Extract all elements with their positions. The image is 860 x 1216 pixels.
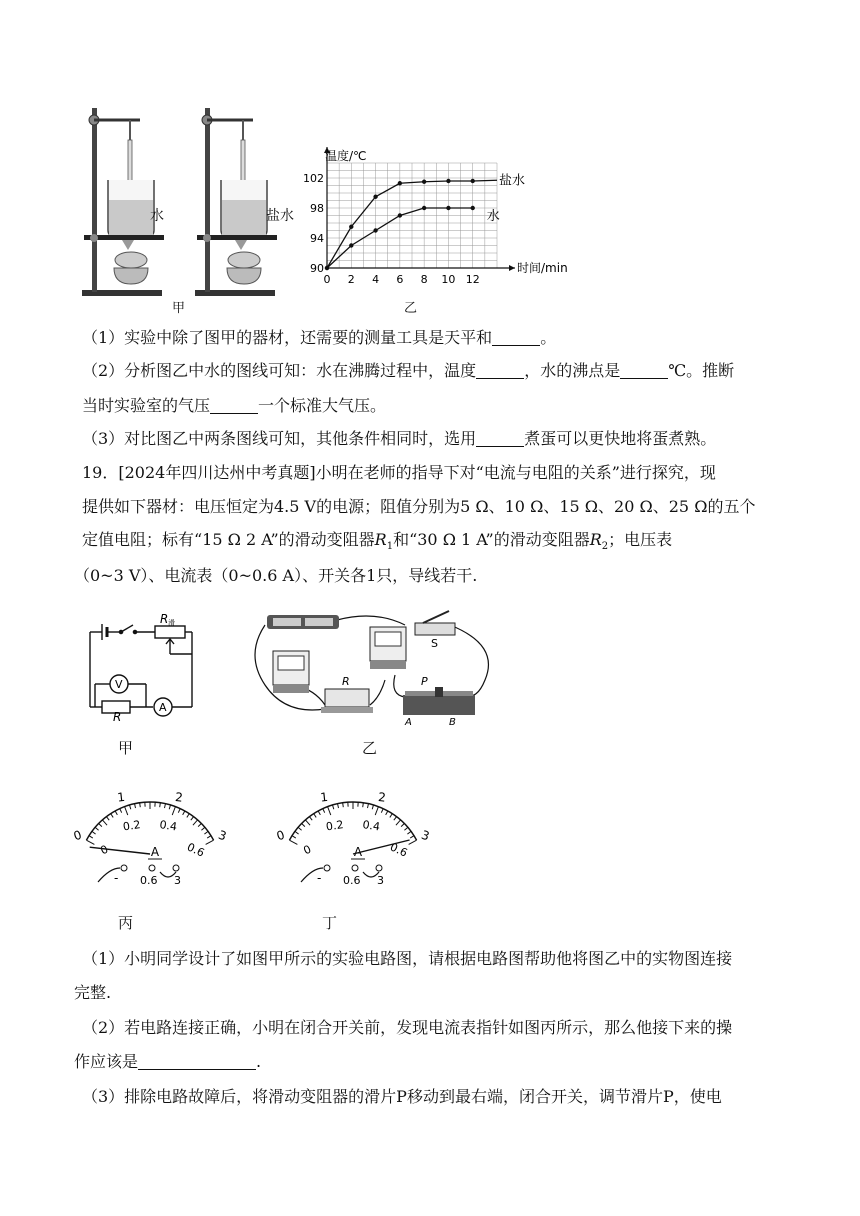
scale-tick <box>193 820 198 825</box>
data-point <box>446 206 450 210</box>
fixed-resistor-label: R <box>342 675 350 688</box>
bottom-scale-label: 0.2 <box>325 818 345 834</box>
caption-jia-1: 甲 <box>172 301 186 316</box>
stand-water <box>82 108 164 296</box>
ammeter-dial-ding <box>274 762 433 892</box>
data-point <box>398 181 402 185</box>
rheostat-p-label: P <box>421 675 428 688</box>
y-tick-label: 98 <box>310 202 324 215</box>
bottom-scale-label: 0.4 <box>361 818 381 834</box>
y-tick-label: 90 <box>310 262 324 275</box>
apparatus-figure <box>70 100 300 315</box>
label-saltwater: 盐水 <box>266 208 294 224</box>
scale-tick <box>115 811 117 815</box>
scale-tick <box>95 827 98 830</box>
series-label: 水 <box>486 209 500 224</box>
caption-bing: 丙 <box>118 914 134 932</box>
scale-tick <box>396 820 401 825</box>
x-axis-arrow <box>509 265 515 271</box>
scale-tick <box>201 827 204 830</box>
top-scale-label: 0 <box>274 827 287 844</box>
scale-tick <box>102 820 107 825</box>
battery <box>267 615 339 629</box>
terminal-3 <box>173 865 179 871</box>
bottom-scale-label: 0 <box>301 842 314 858</box>
top-scale-label: 2 <box>377 789 387 805</box>
y-tick-label: 102 <box>303 172 324 185</box>
scale-tick <box>164 804 165 808</box>
answer-blank[interactable] <box>620 362 668 379</box>
terminal-minus <box>121 865 127 871</box>
data-point <box>373 195 377 199</box>
q19-line1: 19．[2024年四川达州中考真题]小明在老师的指导下对“电流与电阻的关系”进行探究，现 <box>82 463 716 482</box>
q18-part1: （1）实验中除了图甲的器材，还需要的测量工具是天平和 。 <box>82 328 557 347</box>
bottom-scale-label: 0.6 <box>185 840 207 860</box>
unit-label: A <box>353 845 363 859</box>
top-scale-label: 1 <box>319 789 329 805</box>
bottom-scale-label: 0.4 <box>158 818 178 834</box>
top-scale-label: 2 <box>174 789 184 805</box>
data-point <box>446 179 450 183</box>
unit-label: A <box>150 845 160 859</box>
terminal-minus-label: - <box>317 871 322 885</box>
needle <box>90 847 150 854</box>
q19-line2: 提供如下器材：电压恒定为4.5 V的电源；阻值分别为5 Ω、10 Ω、15 Ω、20 Ω、25 Ω的五个 <box>82 497 756 516</box>
x-tick-label: 2 <box>347 273 355 286</box>
switch <box>415 611 455 635</box>
terminal-minus-label: - <box>114 871 119 885</box>
ammeter-symbol: A <box>159 701 167 714</box>
q19-part1: （1）小明同学设计了如图甲所示的实验电路图，请根据电路图帮助他将图乙中的实物图连接 <box>82 949 733 968</box>
scale-tick <box>178 809 180 813</box>
caption-jia-2: 甲 <box>118 739 134 757</box>
data-point <box>471 179 475 183</box>
physical-circuit <box>245 605 500 730</box>
scale-tick <box>106 817 109 821</box>
scale-tick <box>323 809 325 813</box>
scale-tick <box>343 803 344 807</box>
terminal-3-label: 3 <box>377 874 384 887</box>
scale-tick <box>375 807 378 815</box>
scale-tick <box>394 817 397 821</box>
answer-blank[interactable] <box>210 397 258 414</box>
q19-part3: （3）排除电路故障后，将滑动变阻器的滑片P移动到最右端，闭合开关，调节滑片P，使电 <box>82 1087 722 1106</box>
data-point <box>398 213 402 217</box>
scale-tick <box>401 824 404 827</box>
q19-line4: （0~3 V）、电流表（0~0.6 A）、开关各1只，导线若干. <box>74 566 478 585</box>
rheostat-b-label: B <box>449 717 456 728</box>
scale-tick <box>86 840 94 844</box>
x-tick-label: 12 <box>465 273 480 286</box>
bottom-scale-label: 0.2 <box>122 818 142 834</box>
scale-tick <box>372 805 373 809</box>
answer-blank[interactable] <box>476 362 524 379</box>
terminal-3-label: 3 <box>174 874 181 887</box>
scale-tick <box>410 836 414 838</box>
scale-tick <box>92 831 96 834</box>
terminal-06 <box>352 865 358 871</box>
scale-tick <box>183 811 185 815</box>
terminal-06-label: 0.6 <box>343 874 361 887</box>
scale-tick <box>314 814 316 818</box>
data-point <box>471 206 475 210</box>
label-water: 水 <box>150 208 164 224</box>
scale-tick <box>381 809 383 813</box>
q19-part1-cont: 完整. <box>74 983 112 1002</box>
y-tick-label: 94 <box>310 232 324 245</box>
terminal-3 <box>376 865 382 871</box>
top-scale-label: 3 <box>216 827 229 844</box>
answer-blank[interactable] <box>492 329 540 346</box>
fixed-resistor <box>321 689 373 713</box>
data-point <box>373 228 377 232</box>
ammeter-dial-bing <box>71 762 230 892</box>
scale-tick <box>298 827 301 830</box>
caption-yi-2: 乙 <box>362 739 378 757</box>
q19-part2: （2）若电路连接正确，小明在闭合开关前，发现电流表指针如图丙所示，那么他接下来的操 <box>82 1018 733 1037</box>
top-scale-label: 0 <box>71 827 84 844</box>
scale-tick <box>204 831 208 834</box>
scale-tick <box>318 811 320 815</box>
scale-tick <box>289 840 297 844</box>
top-scale-label: 3 <box>419 827 432 844</box>
scale-tick <box>125 807 128 815</box>
data-point <box>422 180 426 184</box>
data-point <box>422 206 426 210</box>
scale-tick <box>363 803 364 807</box>
switch-label: S <box>431 637 438 650</box>
data-point <box>349 243 353 247</box>
answer-blank[interactable] <box>138 1053 256 1070</box>
ammeter <box>273 651 309 693</box>
scale-tick <box>135 804 136 808</box>
series-label: 盐水 <box>499 173 526 189</box>
scale-tick <box>99 824 102 827</box>
slide-rheostat-label: R <box>160 612 169 626</box>
top-scale-label: 1 <box>116 789 126 805</box>
q18-part2: （2）分析图乙中水的图线可知：水在沸腾过程中，温度 ，水的沸点是 ℃。推断 <box>82 361 735 380</box>
y-axis-label: 温度/℃ <box>325 149 367 163</box>
scale-tick <box>338 804 339 808</box>
scale-tick <box>207 836 211 838</box>
scale-tick <box>169 805 170 809</box>
scale-tick <box>386 811 388 815</box>
scale-tick <box>111 814 113 818</box>
scale-tick <box>120 809 122 813</box>
terminal-06-label: 0.6 <box>140 874 158 887</box>
circuit-diagram <box>80 612 210 722</box>
scale-tick <box>333 805 334 809</box>
q18-part2-cont: 当时实验室的气压 一个标准大气压。 <box>82 396 387 415</box>
scale-tick <box>198 824 201 827</box>
scale-tick <box>390 814 392 818</box>
q19-line3: 定值电阻；标有“15 Ω 2 A”的滑动变阻器$R_1$和“30 Ω 1 A”的滑动变阻器$R_2$；电压表 <box>82 530 673 553</box>
x-tick-label: 4 <box>372 273 380 286</box>
temperature-chart <box>303 140 568 300</box>
bottom-scale-label: 0.6 <box>388 840 410 860</box>
answer-blank[interactable] <box>476 430 524 447</box>
x-tick-label: 8 <box>420 273 428 286</box>
q19-part2-cont: 作应该是 . <box>74 1052 262 1071</box>
caption-ding: 丁 <box>322 914 338 932</box>
terminal-06 <box>149 865 155 871</box>
scale-tick <box>140 803 141 807</box>
data-point <box>349 225 353 229</box>
voltmeter <box>370 627 406 669</box>
x-axis-label: 时间/min <box>517 261 568 275</box>
x-tick-label: 0 <box>323 273 331 286</box>
scale-tick <box>89 836 93 838</box>
scale-tick <box>160 803 161 807</box>
x-tick-label: 6 <box>396 273 404 286</box>
scale-tick <box>295 831 299 834</box>
scale-tick <box>404 827 407 830</box>
data-point <box>325 266 329 270</box>
q18-part3: （3）对比图乙中两条图线可知，其他条件相同时，选用 煮蛋可以更快地将蛋煮熟。 <box>82 429 717 448</box>
scale-tick <box>409 840 417 844</box>
scale-tick <box>305 820 310 825</box>
bottom-scale-label: 0 <box>98 842 111 858</box>
terminal-minus <box>324 865 330 871</box>
rheostat-a-label: A <box>405 717 412 728</box>
slide-rheostat <box>403 687 475 715</box>
scale-tick <box>407 831 411 834</box>
scale-tick <box>206 840 214 844</box>
svg-text:滑: 滑 <box>168 619 175 627</box>
resistor-label: R <box>113 710 122 724</box>
x-tick-label: 10 <box>441 273 456 286</box>
scale-tick <box>172 807 175 815</box>
voltmeter-symbol: V <box>115 678 123 691</box>
stand-saltwater <box>195 108 277 296</box>
scale-tick <box>191 817 194 821</box>
scale-tick <box>302 824 305 827</box>
scale-tick <box>130 805 131 809</box>
scale-tick <box>328 807 331 815</box>
scale-tick <box>309 817 312 821</box>
scale-tick <box>367 804 368 808</box>
caption-yi-1: 乙 <box>404 301 418 316</box>
scale-tick <box>187 814 189 818</box>
scale-tick <box>292 836 296 838</box>
